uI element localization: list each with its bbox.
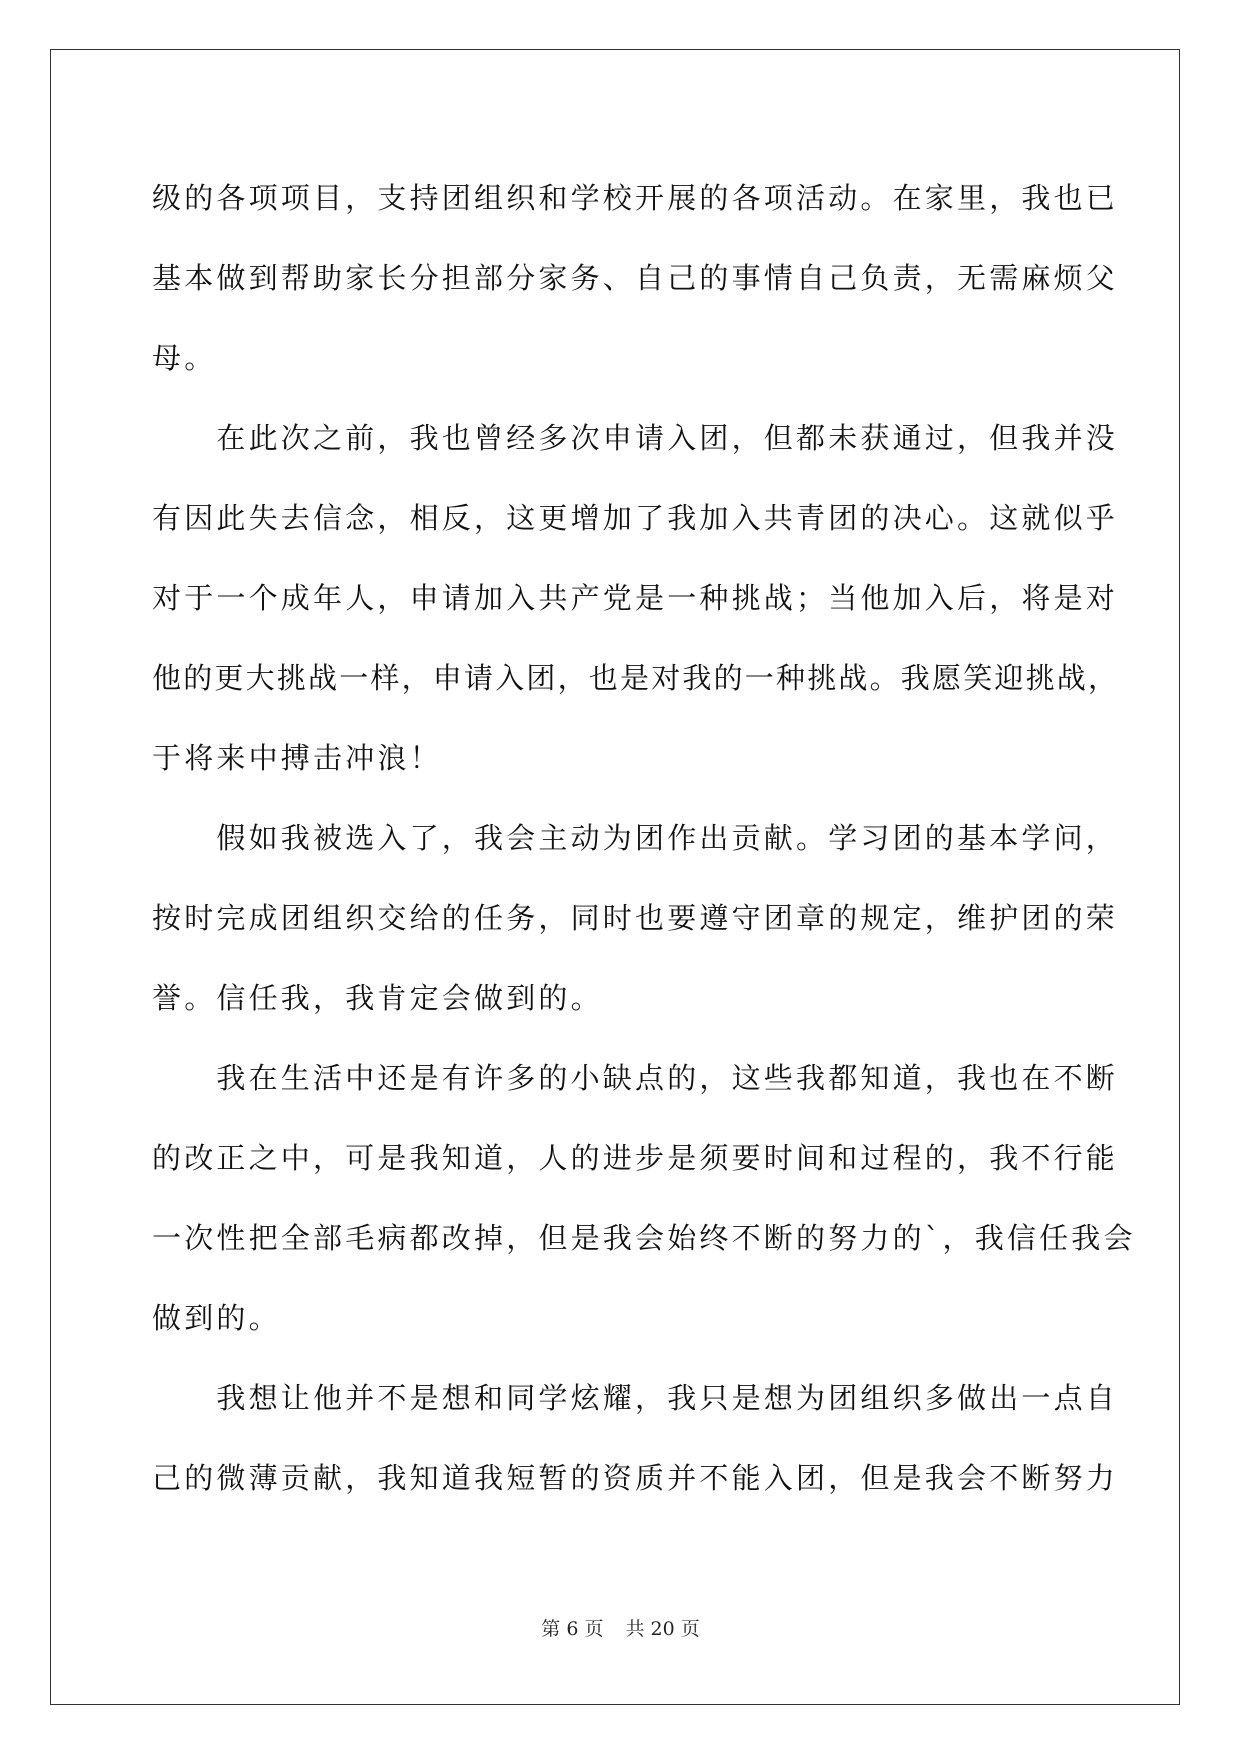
text-line: 誉。信任我，我肯定会做到的。 [152, 981, 603, 1015]
text-line: 的改正之中，可是我知道，人的进步是须要时间和过程的，我不行能 [152, 1141, 1119, 1175]
text-line: 在此次之前，我也曾经多次申请入团，但都未获通过，但我并没 [152, 421, 1119, 455]
text-line: 级的各项项目，支持团组织和学校开展的各项活动。在家里，我也已 [152, 181, 1119, 215]
text-line: 我在生活中还是有许多的小缺点的，这些我都知道，我也在不断 [152, 1061, 1119, 1095]
text-line: 于将来中搏击冲浪！ [152, 741, 442, 775]
text-line: 母。 [152, 341, 217, 375]
text-line: 他的更大挑战一样，申请入团，也是对我的一种挑战。我愿笑迎挑战， [152, 661, 1120, 695]
text-line: 做到的。 [152, 1301, 281, 1335]
text-line: 己的微薄贡献，我知道我短暂的资质并不能入团，但是我会不断努力 [152, 1461, 1119, 1495]
page-number: 第 6 页 [541, 1618, 604, 1640]
text-line: 按时完成团组织交给的任务，同时也要遵守团章的规定，维护团的荣 [152, 901, 1119, 935]
text-line: 基本做到帮助家长分担部分家务、自己的事情自己负责，无需麻烦父 [152, 261, 1119, 295]
page-total: 共 20 页 [625, 1618, 700, 1640]
text-line: 有因此失去信念，相反，这更增加了我加入共青团的决心。这就似乎 [152, 501, 1119, 535]
text-line: 一次性把全部毛病都改掉，但是我会始终不断的努力的`，我信任我会 [152, 1221, 1136, 1255]
page-footer [0, 1614, 1241, 1641]
text-line: 对于一个成年人，申请加入共产党是一种挑战；当他加入后，将是对 [152, 581, 1119, 615]
text-line: 我想让他并不是想和同学炫耀，我只是想为团组织多做出一点自 [152, 1381, 1119, 1415]
document-body [152, 158, 1136, 1518]
text-line: 假如我被选入了，我会主动为团作出贡献。学习团的基本学问， [152, 821, 1119, 855]
